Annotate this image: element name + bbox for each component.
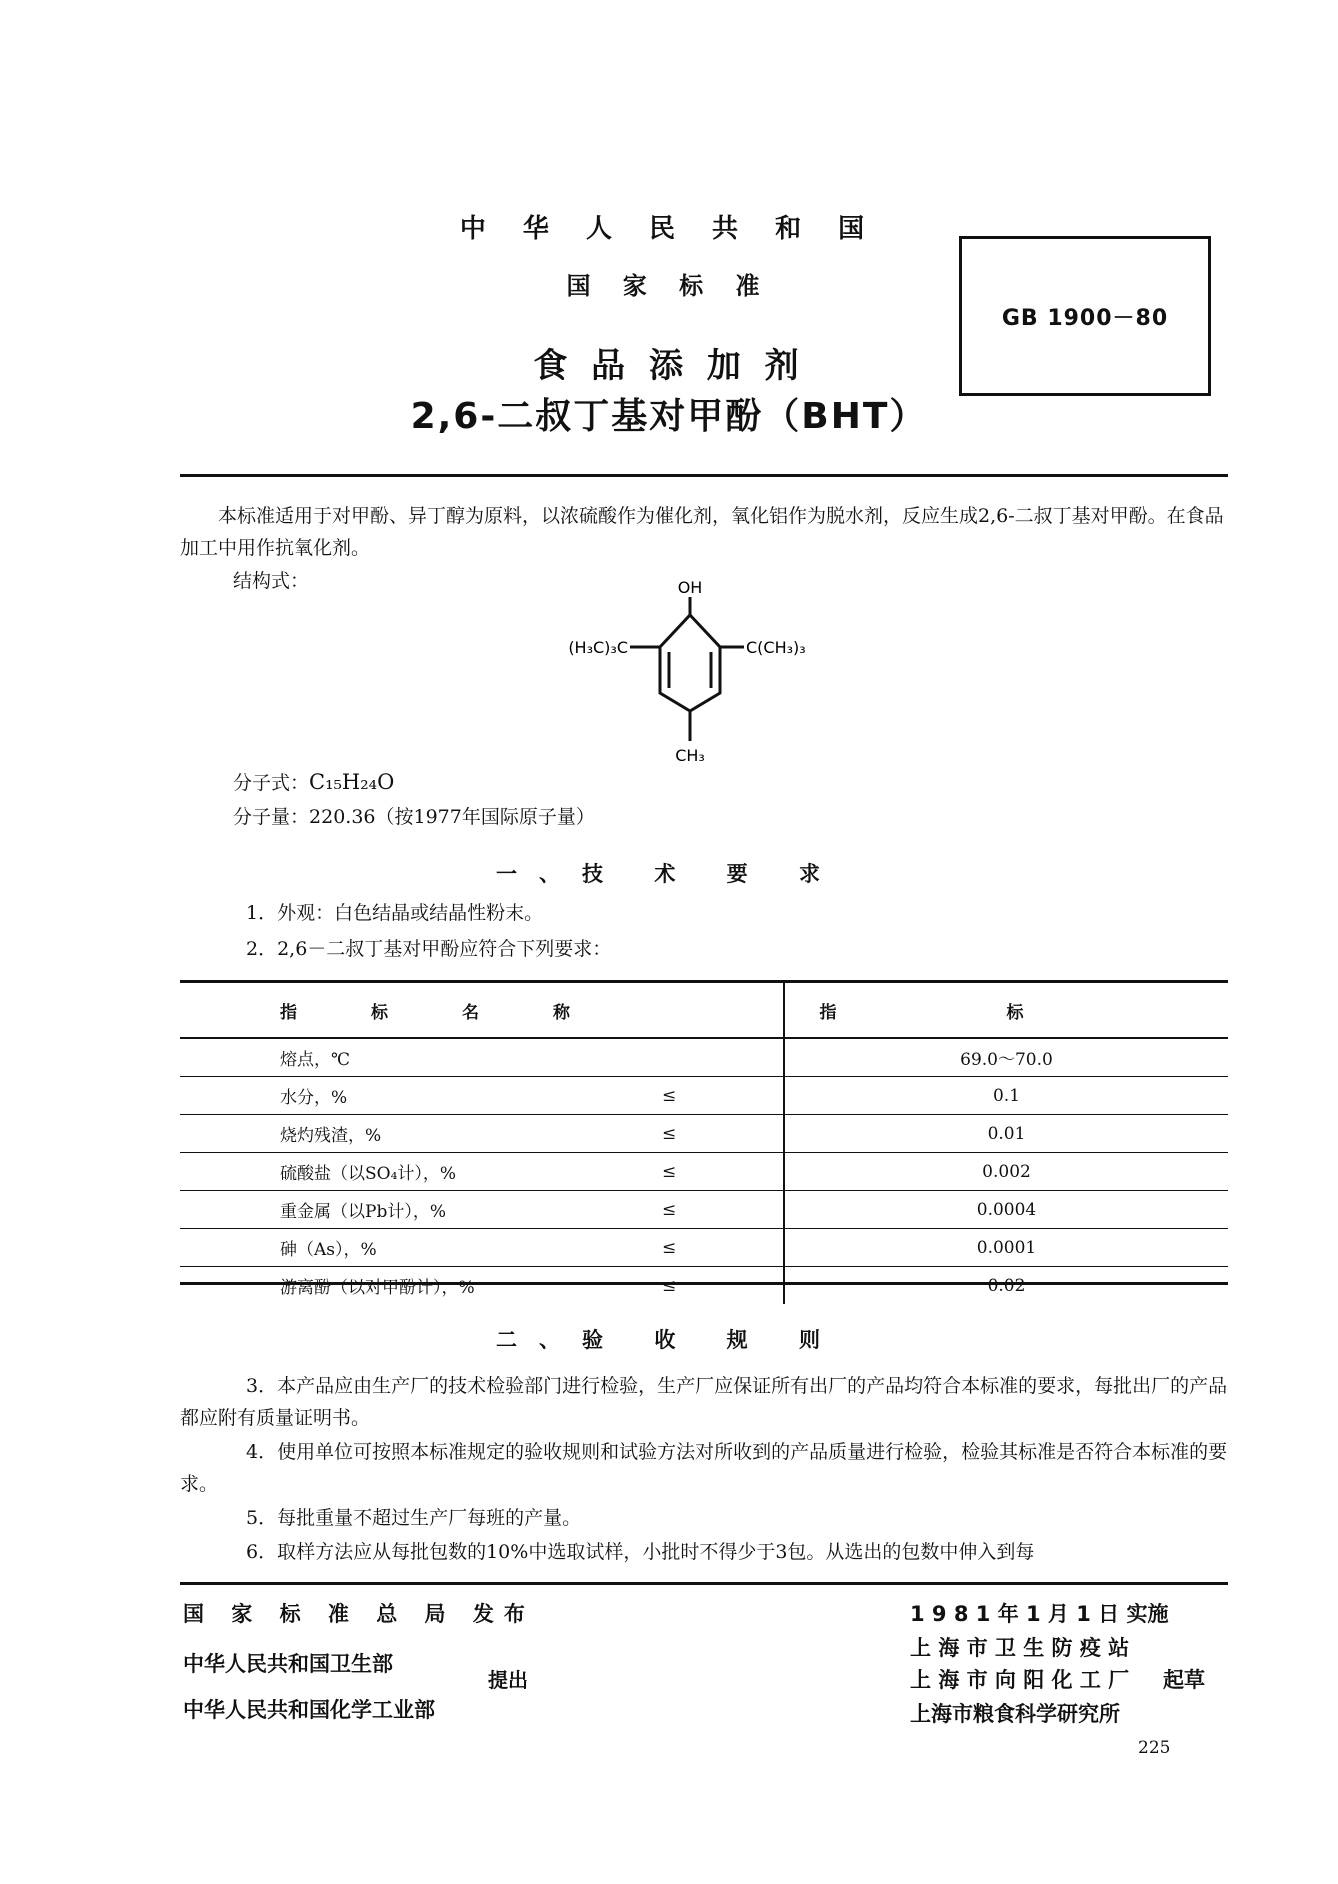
structure-label: 结构式： — [233, 570, 310, 592]
row-operator: ≤ — [661, 1229, 784, 1267]
row-indicator-value: 0.002 — [784, 1153, 1228, 1191]
row-operator — [661, 1038, 784, 1077]
proposer-1: 中华人民共和国卫生部 — [183, 1652, 393, 1676]
drafter-2: 上 海 市 向 阳 化 工 厂 — [910, 1668, 1130, 1692]
propose-word: 提出 — [488, 1668, 528, 1692]
row-indicator-value: 0.0004 — [784, 1191, 1228, 1229]
row-indicator-name: 烧灼残渣，% — [180, 1115, 661, 1153]
drafter-3: 上海市粮食科学研究所 — [910, 1702, 1120, 1726]
title-line2: 2,6-二叔丁基对甲酚（BHT） — [410, 396, 928, 437]
row-indicator-name: 游离酚（以对甲酚计），% — [280, 1278, 475, 1298]
row-indicator-value: 0.01 — [784, 1115, 1228, 1153]
footer-rule — [180, 1582, 1228, 1585]
row-operator: ≤ — [661, 1191, 784, 1229]
structure-ch3: CH₃ — [675, 746, 705, 765]
effective-date: 1 9 8 1 年 1 月 1 日 实施 — [910, 1602, 1169, 1626]
table-row — [180, 1267, 1228, 1305]
formula-label: 分子式： — [233, 772, 310, 794]
structure-oh: OH — [677, 578, 703, 597]
header-indicator-name: 指标名称 — [180, 983, 784, 1038]
section2-title: 二、验 收 规 则 — [496, 1328, 842, 1352]
title-line1: 食 品 添 加 剂 — [533, 346, 805, 386]
row-operator: ≤ — [661, 1115, 784, 1153]
item-4: 4．使用单位可按照本标准规定的验收规则和试验方法对所收到的产品质量进行检验，检验其标准是否符合本标准的要求。 — [180, 1441, 1228, 1495]
row-indicator-name: 硫酸盐（以SO₄计），% — [180, 1153, 661, 1191]
structure-diagram — [530, 575, 860, 775]
item-3: 3．本产品应由生产厂的技术检验部门进行检验，生产厂应保证所有出厂的产品均符合本标准的要求，每批出厂的产品都应附有质量证明书。 — [180, 1375, 1228, 1429]
header-rule — [180, 474, 1228, 477]
page-number: 225 — [1138, 1738, 1171, 1758]
structure-left-group: (H₃C)₃C — [568, 638, 628, 657]
row-indicator-value: 0.02 — [784, 1267, 1228, 1305]
proposer-2: 中华人民共和国化学工业部 — [183, 1698, 435, 1722]
country-title: 中 华 人 民 共 和 国 — [459, 214, 879, 244]
row-indicator-value: 69.0～70.0 — [784, 1038, 1228, 1077]
table-row — [180, 1038, 1228, 1077]
molecular-weight: 220.36（按1977年国际原子量） — [309, 806, 595, 828]
row-indicator-name: 熔点，℃ — [180, 1038, 661, 1077]
item-1: 1．外观：白色结晶或结晶性粉末。 — [246, 902, 544, 924]
row-operator: ≤ — [661, 1077, 784, 1115]
molecular-formula: C₁₅H₂₄O — [309, 770, 395, 794]
row-indicator-name: 重金属（以Pb计），% — [180, 1191, 661, 1229]
weight-line — [233, 802, 595, 829]
scope-paragraph: 本标准适用于对甲酚、异丁醇为原料，以浓硫酸作为催化剂，氧化铝作为脱水剂，反应生成2,6-二叔丁基对甲酚。在食品加工中用作抗氧化剂。 — [180, 505, 1224, 559]
standard-number-box — [959, 236, 1211, 396]
row-indicator-name: 水分，% — [180, 1077, 661, 1115]
row-indicator-name: 砷（As），% — [180, 1229, 661, 1267]
draft-word: 起草 — [1163, 1668, 1205, 1692]
benzene-ring — [630, 597, 744, 741]
spec-table — [180, 983, 1228, 1304]
table-row — [180, 1077, 1228, 1115]
table-row — [180, 1229, 1228, 1267]
drafter-1: 上 海 市 卫 生 防 疫 站 — [910, 1636, 1130, 1660]
weight-label: 分子量： — [233, 806, 310, 828]
row-operator: ≤ — [661, 1153, 784, 1191]
row-operator: ≤ — [662, 1275, 677, 1296]
row-indicator-value: 0.1 — [784, 1077, 1228, 1115]
section1-title: 一、技 术 要 求 — [496, 862, 842, 886]
table-bottom-rule — [180, 1282, 1228, 1285]
structure-right-group: C(CH₃)₃ — [746, 638, 806, 657]
issuer: 国 家 标 准 总 局 发布 — [183, 1602, 535, 1626]
table-row — [180, 1191, 1228, 1229]
header-indicator-value: 指标 — [784, 983, 1228, 1038]
item-6: 6．取样方法应从每批包数的10%中选取试样，小批时不得少于3包。从选出的包数中伸入到每 — [246, 1541, 1035, 1563]
standard-type: 国 家 标 准 — [566, 272, 772, 300]
item-2: 2．2,6－二叔丁基对甲酚应符合下列要求： — [246, 938, 612, 960]
item-5: 5．每批重量不超过生产厂每班的产量。 — [246, 1507, 582, 1529]
row-indicator-value: 0.0001 — [784, 1229, 1228, 1267]
table-header-row — [180, 983, 1228, 1038]
standard-number: GB 1900－80 — [1001, 305, 1169, 331]
table-row — [180, 1153, 1228, 1191]
formula-line — [233, 768, 394, 795]
table-row — [180, 1115, 1228, 1153]
